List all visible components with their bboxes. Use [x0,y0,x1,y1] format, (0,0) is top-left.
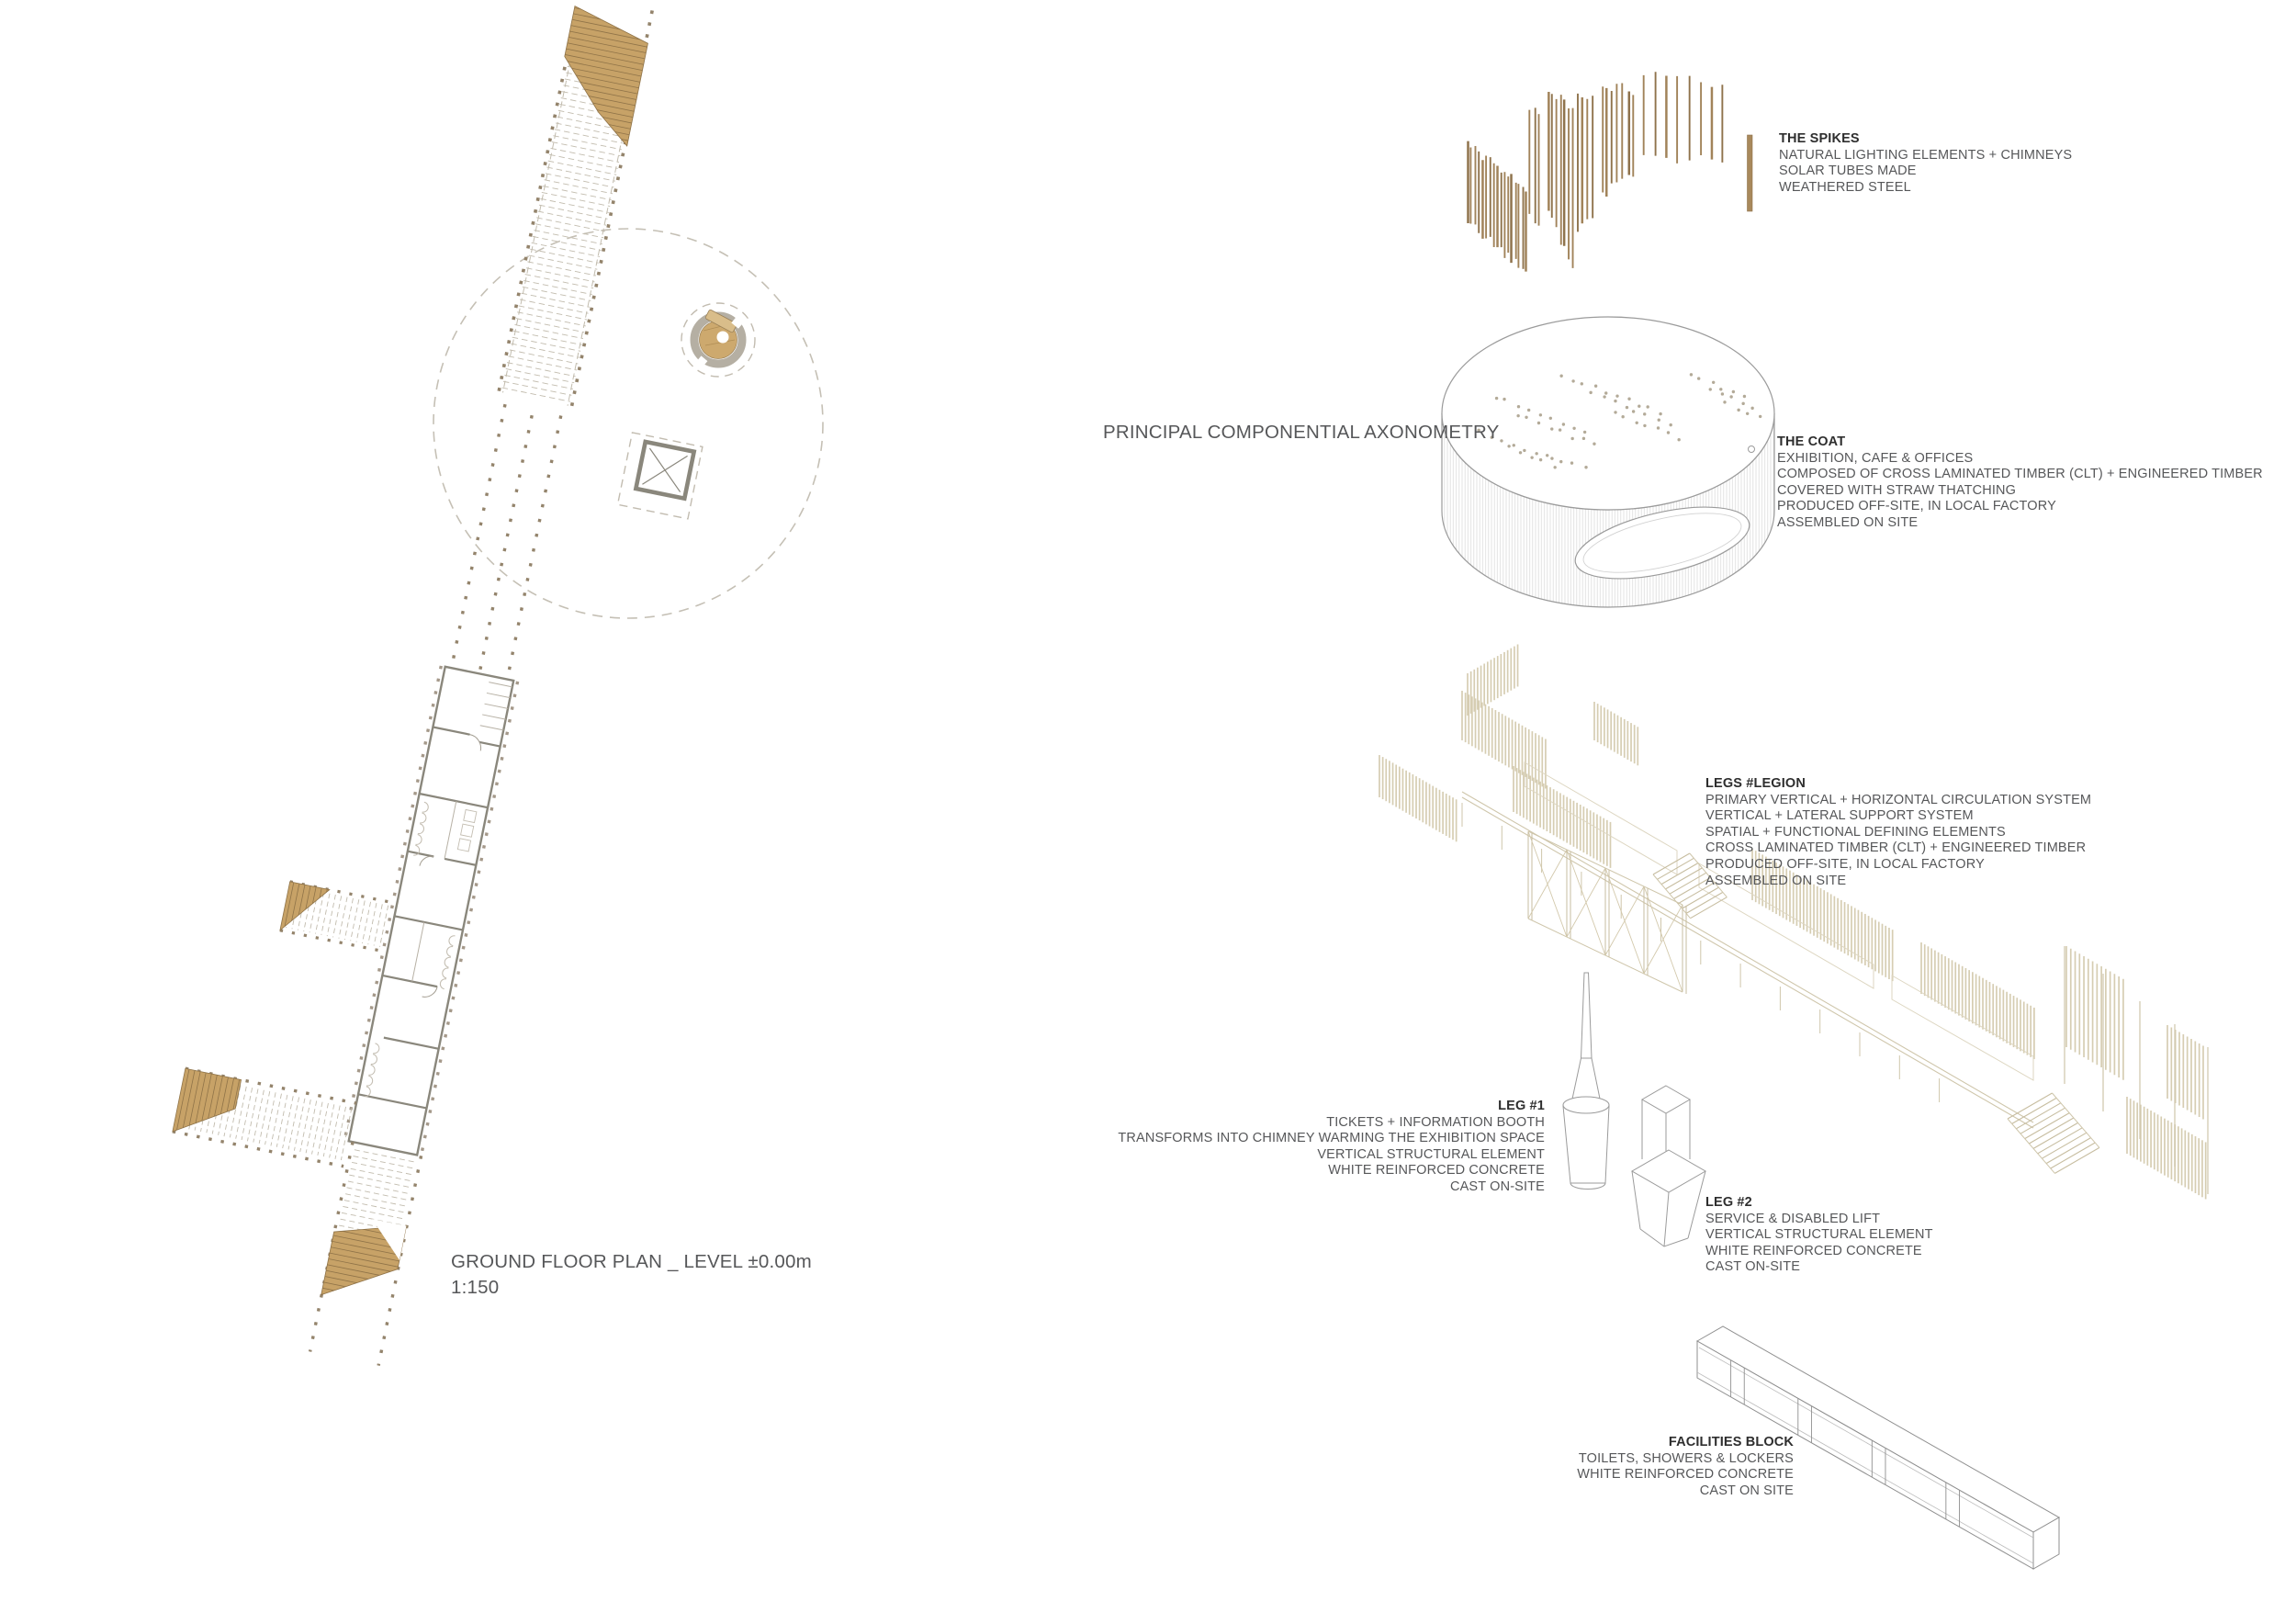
plan-top-stair [547,6,654,146]
leg1-label: LEG #1 TICKETS + INFORMATION BOOTH TRANSFORMS INTO CHIMNEY WARMING THE EXHIBITION SPACE VERTICAL STRUCTURAL ELEMENT WHITE REINFORCED CONCRETE CAST ON-SITE [1104,1099,1545,1196]
spikes-label: THE SPIKES NATURAL LIGHTING ELEMENTS + CHIMNEYS SOLAR TUBES MADE WEATHERED STEEL [1779,131,2073,195]
plan-lower-branch [171,1066,357,1168]
spikes-drawing [1469,72,1723,271]
leg1-label-title: LEG #1 [1498,1099,1545,1113]
axonometry-title: PRINCIPAL COMPONENTIAL AXONOMETRY [1103,422,1500,443]
coat-footprint-dashed-circle [433,229,823,618]
ground-floor-plan-drawing [133,0,823,1366]
plan-strip [133,0,657,1366]
plan-caption-line1: GROUND FLOOR PLAN _ LEVEL ±0.00m [451,1251,812,1272]
leg1-plan-marker [681,303,755,377]
facilities-block-label-title: FACILITIES BLOCK [1668,1435,1794,1449]
coat-drawing [1442,317,1774,607]
leg1-axon-drawing [1563,973,1609,1190]
leg2-label-title: LEG #2 [1705,1195,1752,1210]
leg2-plan-marker [618,433,703,519]
facilities-block-label: FACILITIES BLOCK TOILETS, SHOWERS & LOCKERS WHITE REINFORCED CONCRETE CAST ON SITE [1371,1435,1794,1499]
spikes-label-title: THE SPIKES [1779,131,1860,146]
legs-legion-label-title: LEGS #LEGION [1705,776,1806,791]
leg2-label: LEG #2 SERVICE & DISABLED LIFT VERTICAL STRUCTURAL ELEMENT WHITE REINFORCED CONCRETE CAST ON-SITE [1705,1195,1933,1275]
coat-leader-dot [1749,446,1755,453]
plan-building [344,666,517,1156]
plan-caption [451,1249,812,1300]
leg2-axon-drawing [1632,1086,1705,1246]
coat-label: THE COAT EXHIBITION, CAFE & OFFICES COMPOSED OF CROSS LAMINATED TIMBER (CLT) + ENGINEERED TIMBER COVERED WITH STRAW THATCHING PRODUCED OFF-SITE, IN LOCAL FACTORY ASSEMBLED ON SITE [1777,434,2263,530]
legs-legion-label: LEGS #LEGION PRIMARY VERTICAL + HORIZONTAL CIRCULATION SYSTEM VERTICAL + LATERAL SUPPORT SYSTEM SPATIAL + FUNCTIONAL DEFINING ELEMENTS CROSS LAMINATED TIMBER (CLT) + ENGINEERED TIMBER PRODUCED OFF-SITE, IN LOCAL FACTORY ASSEMBLED ON SITE [1705,776,2092,888]
plan-mid-branch [278,879,398,953]
coat-label-title: THE COAT [1777,434,1846,449]
plan-caption-line2: 1:150 [451,1276,500,1298]
spike-single-icon [1748,135,1753,211]
plan-bottom-walkway [307,1141,423,1366]
